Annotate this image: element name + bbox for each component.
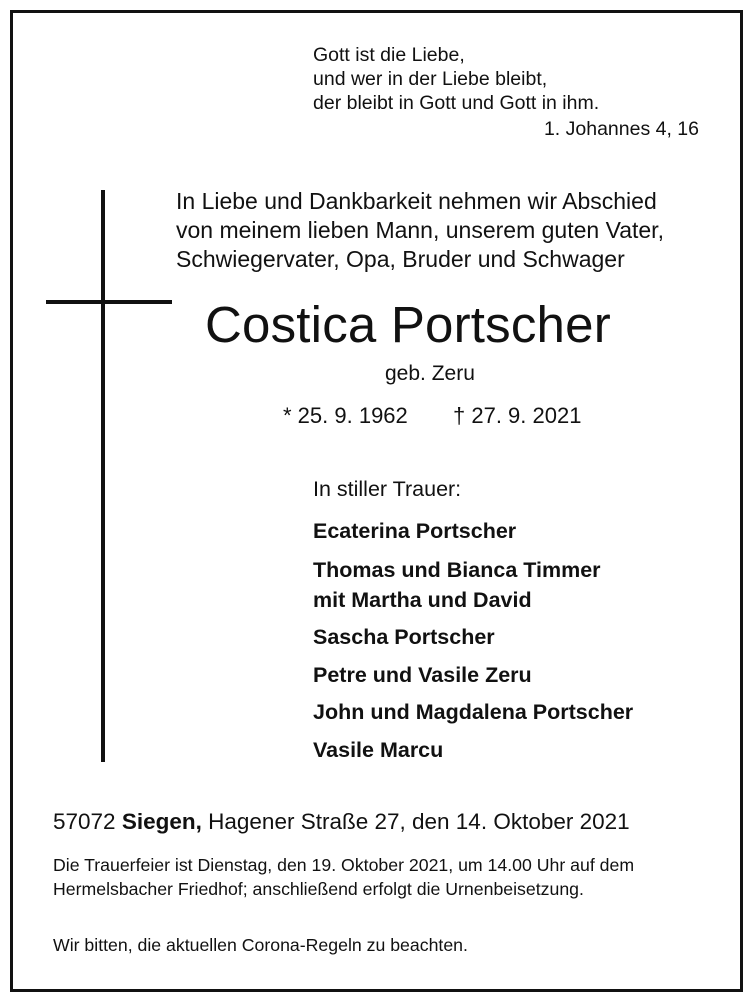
ceremony-notice: Die Trauerfeier ist Dienstag, den 19. Oktober 2021, um 14.00 Uhr auf dem Hermelsbacher Friedhof; anschließend erfolgt die Urnenbeisetzung.	[53, 855, 635, 899]
verse-line: Gott ist die Liebe,	[313, 44, 465, 66]
farewell-line: von meinem lieben Mann, unserem guten Vater,	[176, 217, 664, 243]
death-date: † 27. 9. 2021	[453, 403, 582, 428]
mourner-name: Ecaterina Portscher	[313, 519, 517, 543]
mourner-name: Sascha Portscher	[313, 625, 495, 649]
address-line	[53, 809, 630, 835]
verse-line: und wer in der Liebe bleibt,	[313, 68, 548, 90]
corona-notice: Wir bitten, die aktuellen Corona-Regeln zu beachten.	[53, 935, 468, 955]
mourner-name: Vasile Marcu	[313, 738, 444, 762]
street-and-date: Hagener Straße 27, den 14. Oktober 2021	[208, 809, 630, 834]
bible-verse	[313, 43, 599, 115]
verse-line: der bleibt in Gott und Gott in ihm.	[313, 92, 600, 114]
birth-name: geb. Zeru	[385, 362, 475, 385]
postcode: 57072	[53, 809, 116, 834]
farewell-text	[176, 187, 664, 274]
cross-icon	[101, 190, 105, 762]
verse-reference: 1. Johannes 4, 16	[543, 118, 699, 140]
mourner-name: Petre und Vasile Zeru	[313, 663, 532, 687]
birth-date: * 25. 9. 1962	[283, 403, 408, 428]
deceased-name: Costica Portscher	[205, 296, 611, 353]
cross-icon-bar	[46, 300, 172, 304]
mourner-name: John und Magdalena Portscher	[313, 700, 634, 724]
farewell-line: Schwiegervater, Opa, Bruder und Schwager	[176, 246, 625, 272]
mourner-name: mit Martha und David	[313, 588, 532, 612]
mourner-name: Thomas und Bianca Timmer	[313, 558, 601, 582]
mourning-heading: In stiller Trauer:	[313, 477, 462, 501]
farewell-line: In Liebe und Dankbarkeit nehmen wir Abschied	[176, 188, 657, 214]
city: Siegen,	[121, 809, 202, 834]
